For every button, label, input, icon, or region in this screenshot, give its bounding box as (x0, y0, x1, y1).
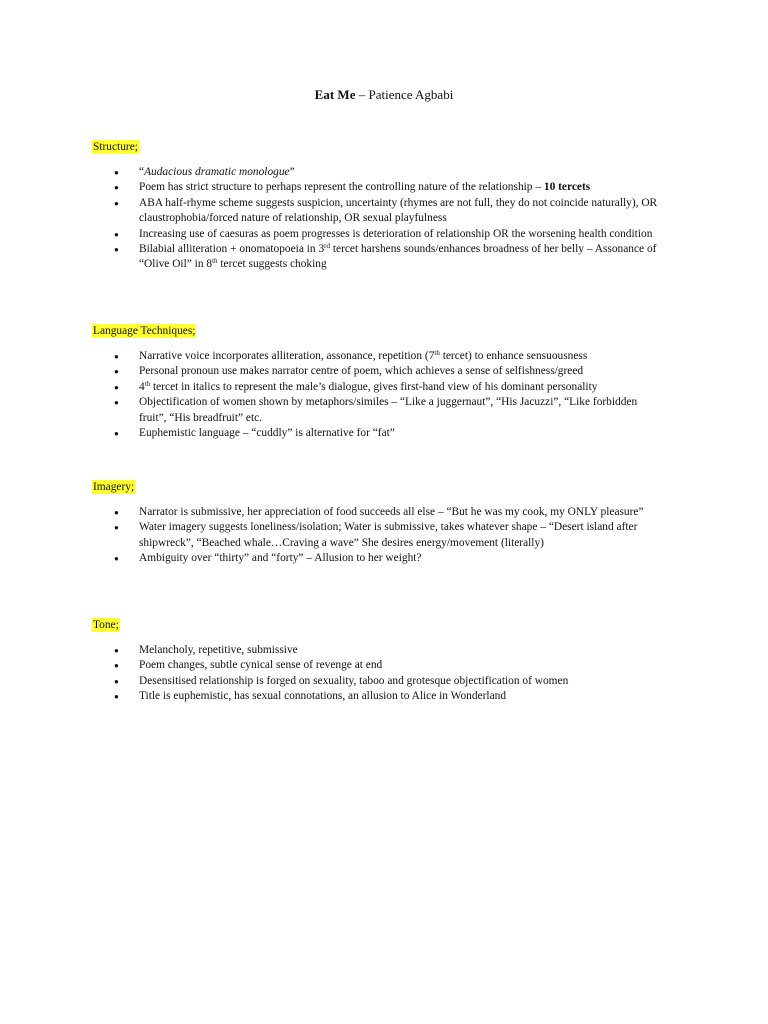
bullet-icon: ● (114, 523, 119, 533)
bullet-icon: ● (114, 183, 119, 193)
bullet-icon: ● (114, 508, 119, 517)
bullet-icon: ● (114, 382, 119, 392)
bullet-icon: ● (114, 676, 119, 686)
title-bold: Eat Me (314, 87, 356, 102)
bullet-icon: ● (114, 352, 119, 361)
list-item: ● Melancholy, repetitive, submissive (0, 643, 659, 658)
list-item: ● Personal pronoun use makes narrator centre of poem, which achieves a sense of selfishness/greed (0, 364, 659, 379)
bullet-icon: ● (114, 367, 119, 377)
bullet-icon: ● (114, 554, 119, 564)
list-item: ● Narrative voice incorporates alliteration, assonance, repetition (7th tercet) to enhance sensuousness (0, 349, 659, 364)
list-item: ● Water imagery suggests loneliness/isolation; Water is submissive, takes whatever shape – “Desert island after shipwreck”, “Beached whale…Craving a wave” She desires energy/movement (literally) (114, 521, 638, 549)
title-author: – Patience Agbabi (355, 87, 454, 102)
bullet-icon: ● (114, 646, 119, 655)
heading-imagery: Imagery; (93, 481, 135, 493)
list-item: ● Euphemistic language – “cuddly” is alternative for “fat” (0, 426, 659, 441)
list-item: ● Objectification of women shown by metaphors/similes – “Like a juggernaut”, “His Jacuzzi”, “Like forbidden fruit”, “His breadfruit” etc. (114, 396, 638, 424)
heading-tone: Tone; (93, 619, 119, 631)
imagery-list (0, 505, 768, 567)
list-item: ● Poem has strict structure to perhaps represent the controlling nature of the relationship – 10 tercets (0, 180, 659, 195)
bullet-icon: ● (114, 229, 119, 239)
heading-structure: Structure; (93, 141, 138, 153)
list-item: ● Title is euphemistic, has sexual connotations, an allusion to Alice in Wonderland (0, 689, 659, 704)
list-item: ● Increasing use of caesuras as poem progresses is deterioration of relationship OR the worsening health condition (0, 227, 659, 242)
list-item: ● ABA half-rhyme scheme suggests suspicion, uncertainty (rhymes are not full, they do not coincide naturally), OR claustrophobia/forced nature of relationship, OR sexual playfulness (114, 196, 658, 225)
bullet-icon: ● (114, 245, 119, 255)
bullet-icon: ● (114, 168, 119, 177)
list-item: ● Desensitised relationship is forged on sexuality, taboo and grotesque objectification of women (0, 674, 659, 689)
list-item: ● “Audacious dramatic monologue” (0, 165, 659, 180)
list-item: ● Narrator is submissive, her appreciation of food succeeds all else – “But he was my cook, my ONLY pleasure” (0, 505, 659, 520)
tone-list (0, 643, 768, 705)
list-item: ● Bilabial alliteration + onomatopoeia in 3rd tercet harshens sounds/enhances broadness of her belly – Assonance of “Olive Oil” in 8th tercet suggests choking (114, 242, 657, 271)
structure-list (0, 165, 768, 273)
bullet-icon: ● (114, 429, 119, 439)
list-item: ● Ambiguity over “thirty” and “forty” – Allusion to her weight? (0, 551, 659, 566)
language-list (0, 349, 768, 441)
bullet-icon: ● (114, 661, 119, 671)
list-item: ● 4th tercet in italics to represent the male’s dialogue, gives first-hand view of his dominant personality (0, 380, 659, 395)
heading-language-techniques: Language Techniques; (93, 325, 196, 337)
bullet-icon: ● (114, 198, 119, 208)
page-title (0, 87, 768, 103)
list-item: ● Poem changes, subtle cynical sense of revenge at end (0, 658, 659, 673)
bullet-icon: ● (114, 692, 119, 702)
bullet-icon: ● (114, 398, 119, 408)
